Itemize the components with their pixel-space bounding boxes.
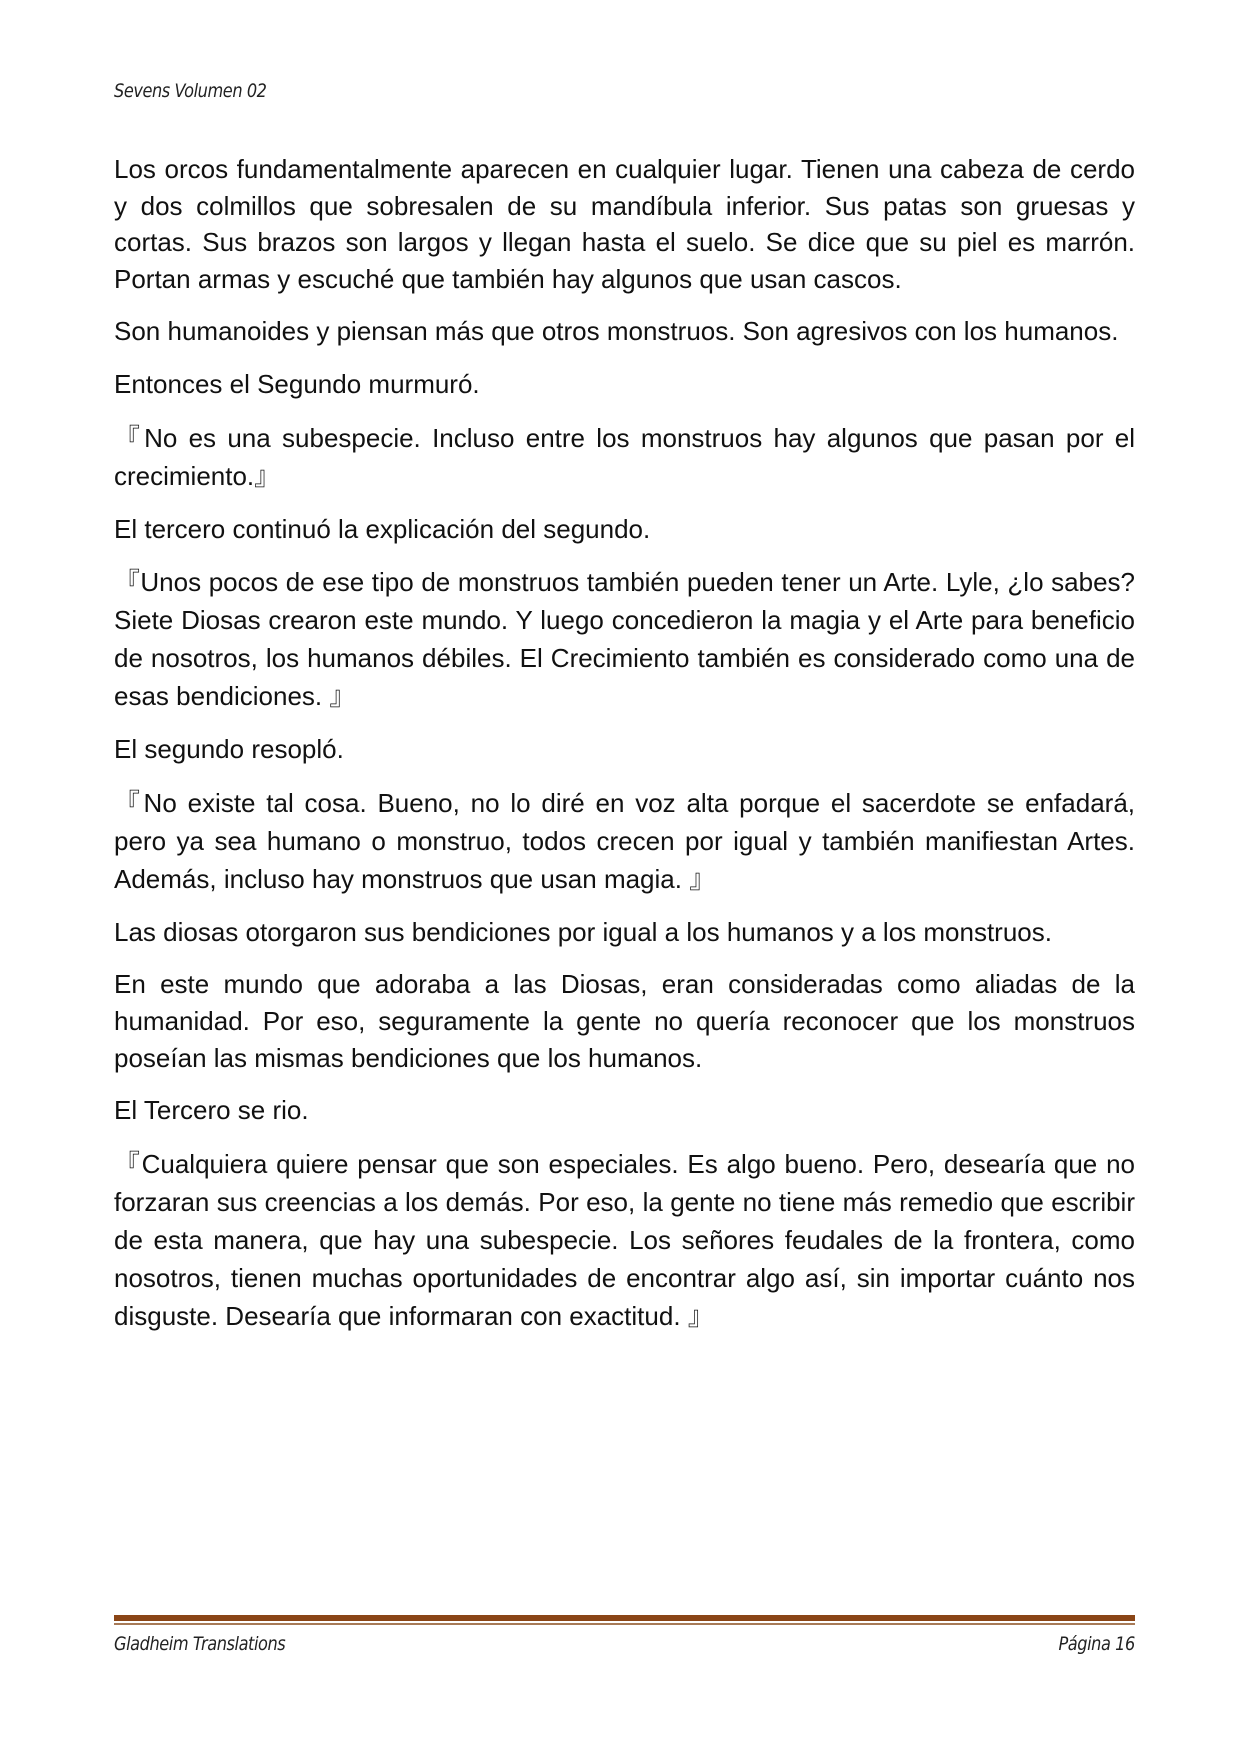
paragraph: Son humanoides y piensan más que otros monstruos. Son agresivos con los humanos. xyxy=(114,316,1119,347)
paragraph: En este mundo que adoraba a las Diosas, eran consideradas como aliadas de la humanidad. Por eso, seguramente la gente no quería reconocer que los monstruos poseían las mismas bendiciones que los humanos. xyxy=(114,969,1135,1073)
running-header: Sevens Volumen 02 xyxy=(114,80,267,102)
footer-publisher: Gladheim Translations xyxy=(114,1633,286,1655)
body-text xyxy=(114,151,1135,1351)
paragraph: El tercero continuó la explicación del segundo. xyxy=(114,513,651,544)
page-number: Página 16 xyxy=(1058,1633,1135,1655)
paragraph: El Tercero se rio. xyxy=(114,1095,309,1126)
dialogue-paragraph: 『No existe tal cosa. Bueno, no lo diré en voz alta porque el sacerdote se enfadará, pero ya sea humano o monstruo, todos crecen por igual y también manifiestan Artes. Además, incluso hay monstruos que usan magia. 』 xyxy=(114,787,1135,894)
footer-rule-thick xyxy=(114,1615,1135,1621)
dialogue-paragraph: 『Unos pocos de ese tipo de monstruos también pueden tener un Arte. Lyle, ¿lo sabes? Siete Diosas crearon este mundo. Y luego concedieron la magia y el Arte para beneficio de nosotros, los humanos débiles. El Crecimiento también es considerado como una de esas bendiciones. 』 xyxy=(114,567,1135,712)
paragraph: Entonces el Segundo murmuró. xyxy=(114,368,480,399)
footer-rule-thin xyxy=(114,1623,1135,1625)
paragraph: Los orcos fundamentalmente aparecen en cualquier lugar. Tienen una cabeza de cerdo y dos colmillos que sobresalen de su mandíbula inferior. Sus patas son gruesas y cortas. Sus brazos son largos y llegan hasta el suelo. Se dice que su piel es marrón. Portan armas y escuché que también hay algunos que usan cascos. xyxy=(114,154,1135,294)
paragraph: Las diosas otorgaron sus bendiciones por igual a los humanos y a los monstruos. xyxy=(114,916,1052,947)
paragraph: El segundo resopló. xyxy=(114,734,344,765)
dialogue-paragraph: 『No es una subespecie. Incluso entre los monstruos hay algunos que pasan por el crecimiento.』 xyxy=(114,422,1135,491)
dialogue-paragraph: 『Cualquiera quiere pensar que son especiales. Es algo bueno. Pero, desearía que no forzaran sus creencias a los demás. Por eso, la gente no tiene más remedio que escribir de esta manera, que hay una subespecie. Los señores feudales de la frontera, como nosotros, tienen muchas oportunidades de encontrar algo así, sin importar cuánto nos disguste. Desearía que informaran con exactitud. 』 xyxy=(114,1148,1135,1331)
